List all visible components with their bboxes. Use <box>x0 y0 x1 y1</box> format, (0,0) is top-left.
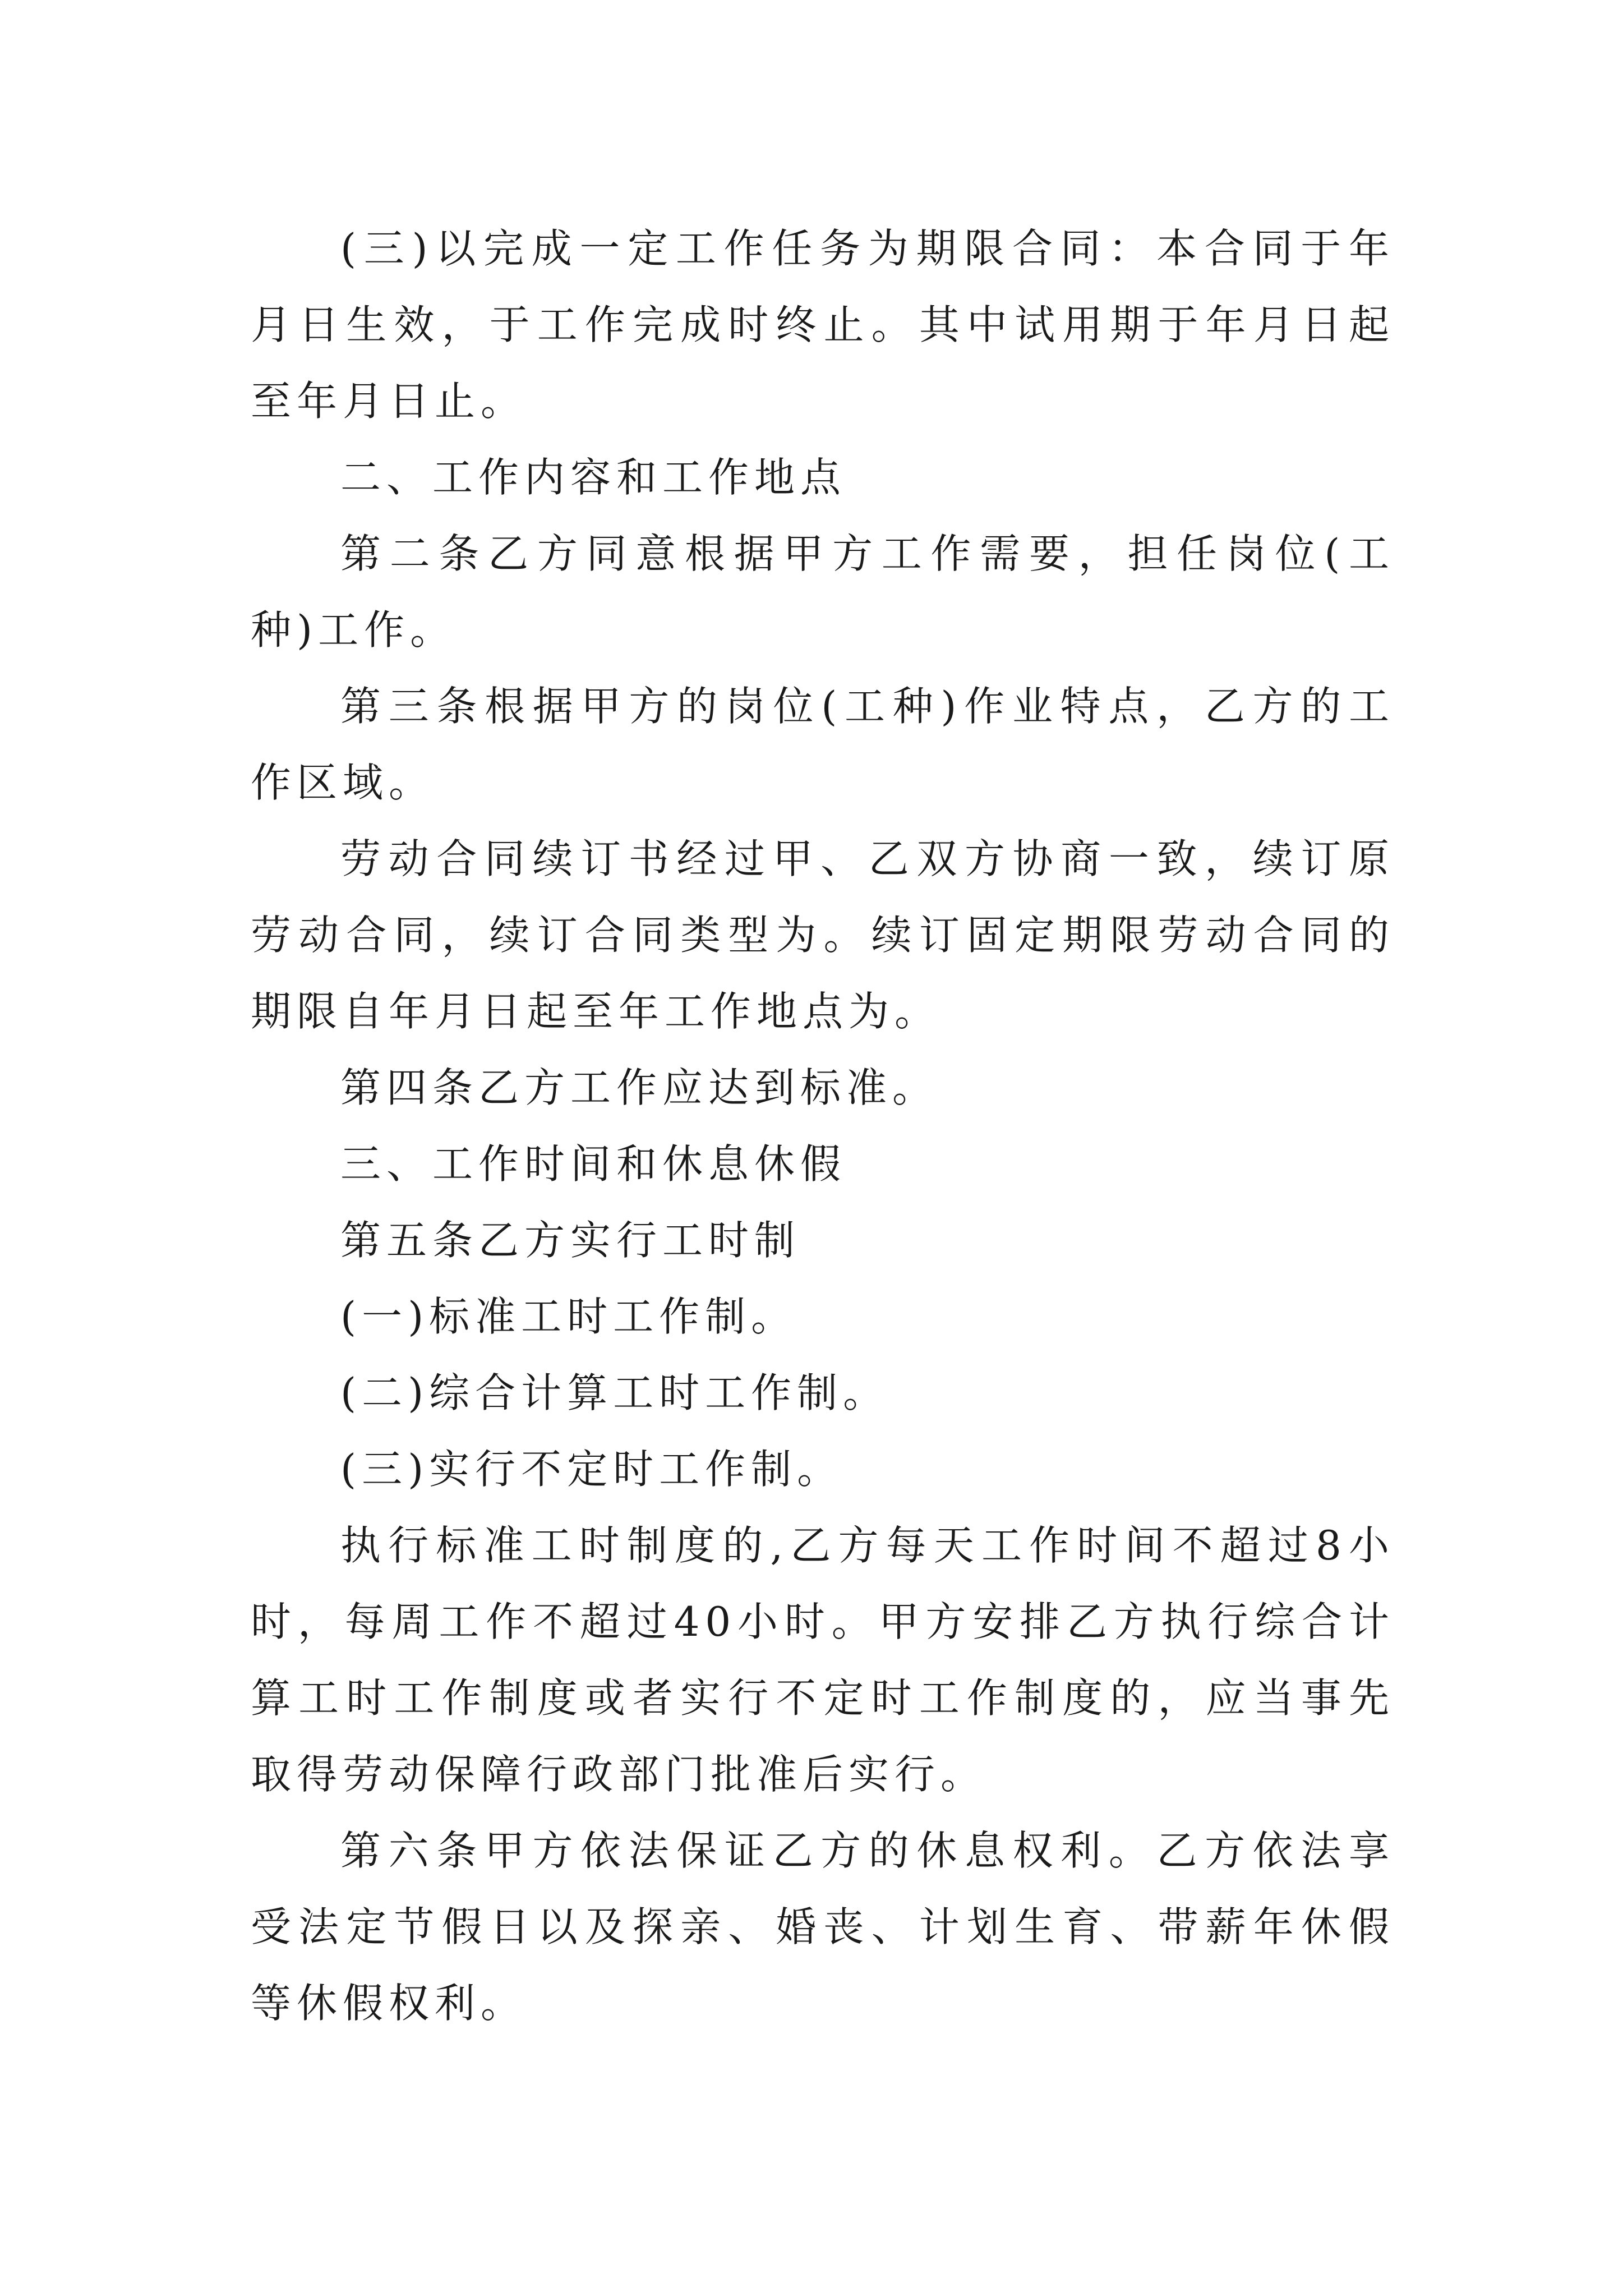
section-heading-work-hours: 三、工作时间和休息休假 <box>340 1140 847 1188</box>
paragraph-article-five: 第五条乙方实行工时制 <box>340 1217 801 1264</box>
paragraph-article-two: 第二条乙方同意根据甲方工作需要，担任岗位(工种)工作。 <box>251 530 1395 654</box>
paragraph-article-four: 第四条乙方工作应达到标准。 <box>340 1064 939 1111</box>
paragraph-standard-hours-rules: 执行标准工时制度的,乙方每天工作时间不超过8小时，每周工作不超过40小时。甲方安排乙方执行综合计算工时工作制度或者实行不定时工作制度的，应当事先取得劳动保障行政部门批准后实行。 <box>251 1522 1395 1798</box>
paragraph-article-three: 第三条根据甲方的岗位(工种)作业特点，乙方的工作区域。 <box>251 683 1395 806</box>
paragraph-article-six: 第六条甲方依法保证乙方的休息权利。乙方依法享受法定节假日以及探亲、婚丧、计划生育、带薪年休假等休假权利。 <box>251 1827 1395 2027</box>
document-body <box>251 210 1395 2041</box>
list-item-standard-hours: (一)标准工时工作制。 <box>340 1293 797 1340</box>
paragraph-term-three-task-contract: (三)以完成一定工作任务为期限合同：本合同于年月日生效，于工作完成时终止。其中试用期于年月日起至年月日止。 <box>251 225 1395 425</box>
paragraph-contract-renewal: 劳动合同续订书经过甲、乙双方协商一致，续订原劳动合同，续订合同类型为。续订固定期限劳动合同的期限自年月日起至年工作地点为。 <box>251 835 1395 1035</box>
list-item-comprehensive-hours: (二)综合计算工时工作制。 <box>340 1369 889 1416</box>
section-heading-work-content: 二、工作内容和工作地点 <box>340 454 847 501</box>
list-item-flexible-hours: (三)实行不定时工作制。 <box>340 1446 843 1493</box>
